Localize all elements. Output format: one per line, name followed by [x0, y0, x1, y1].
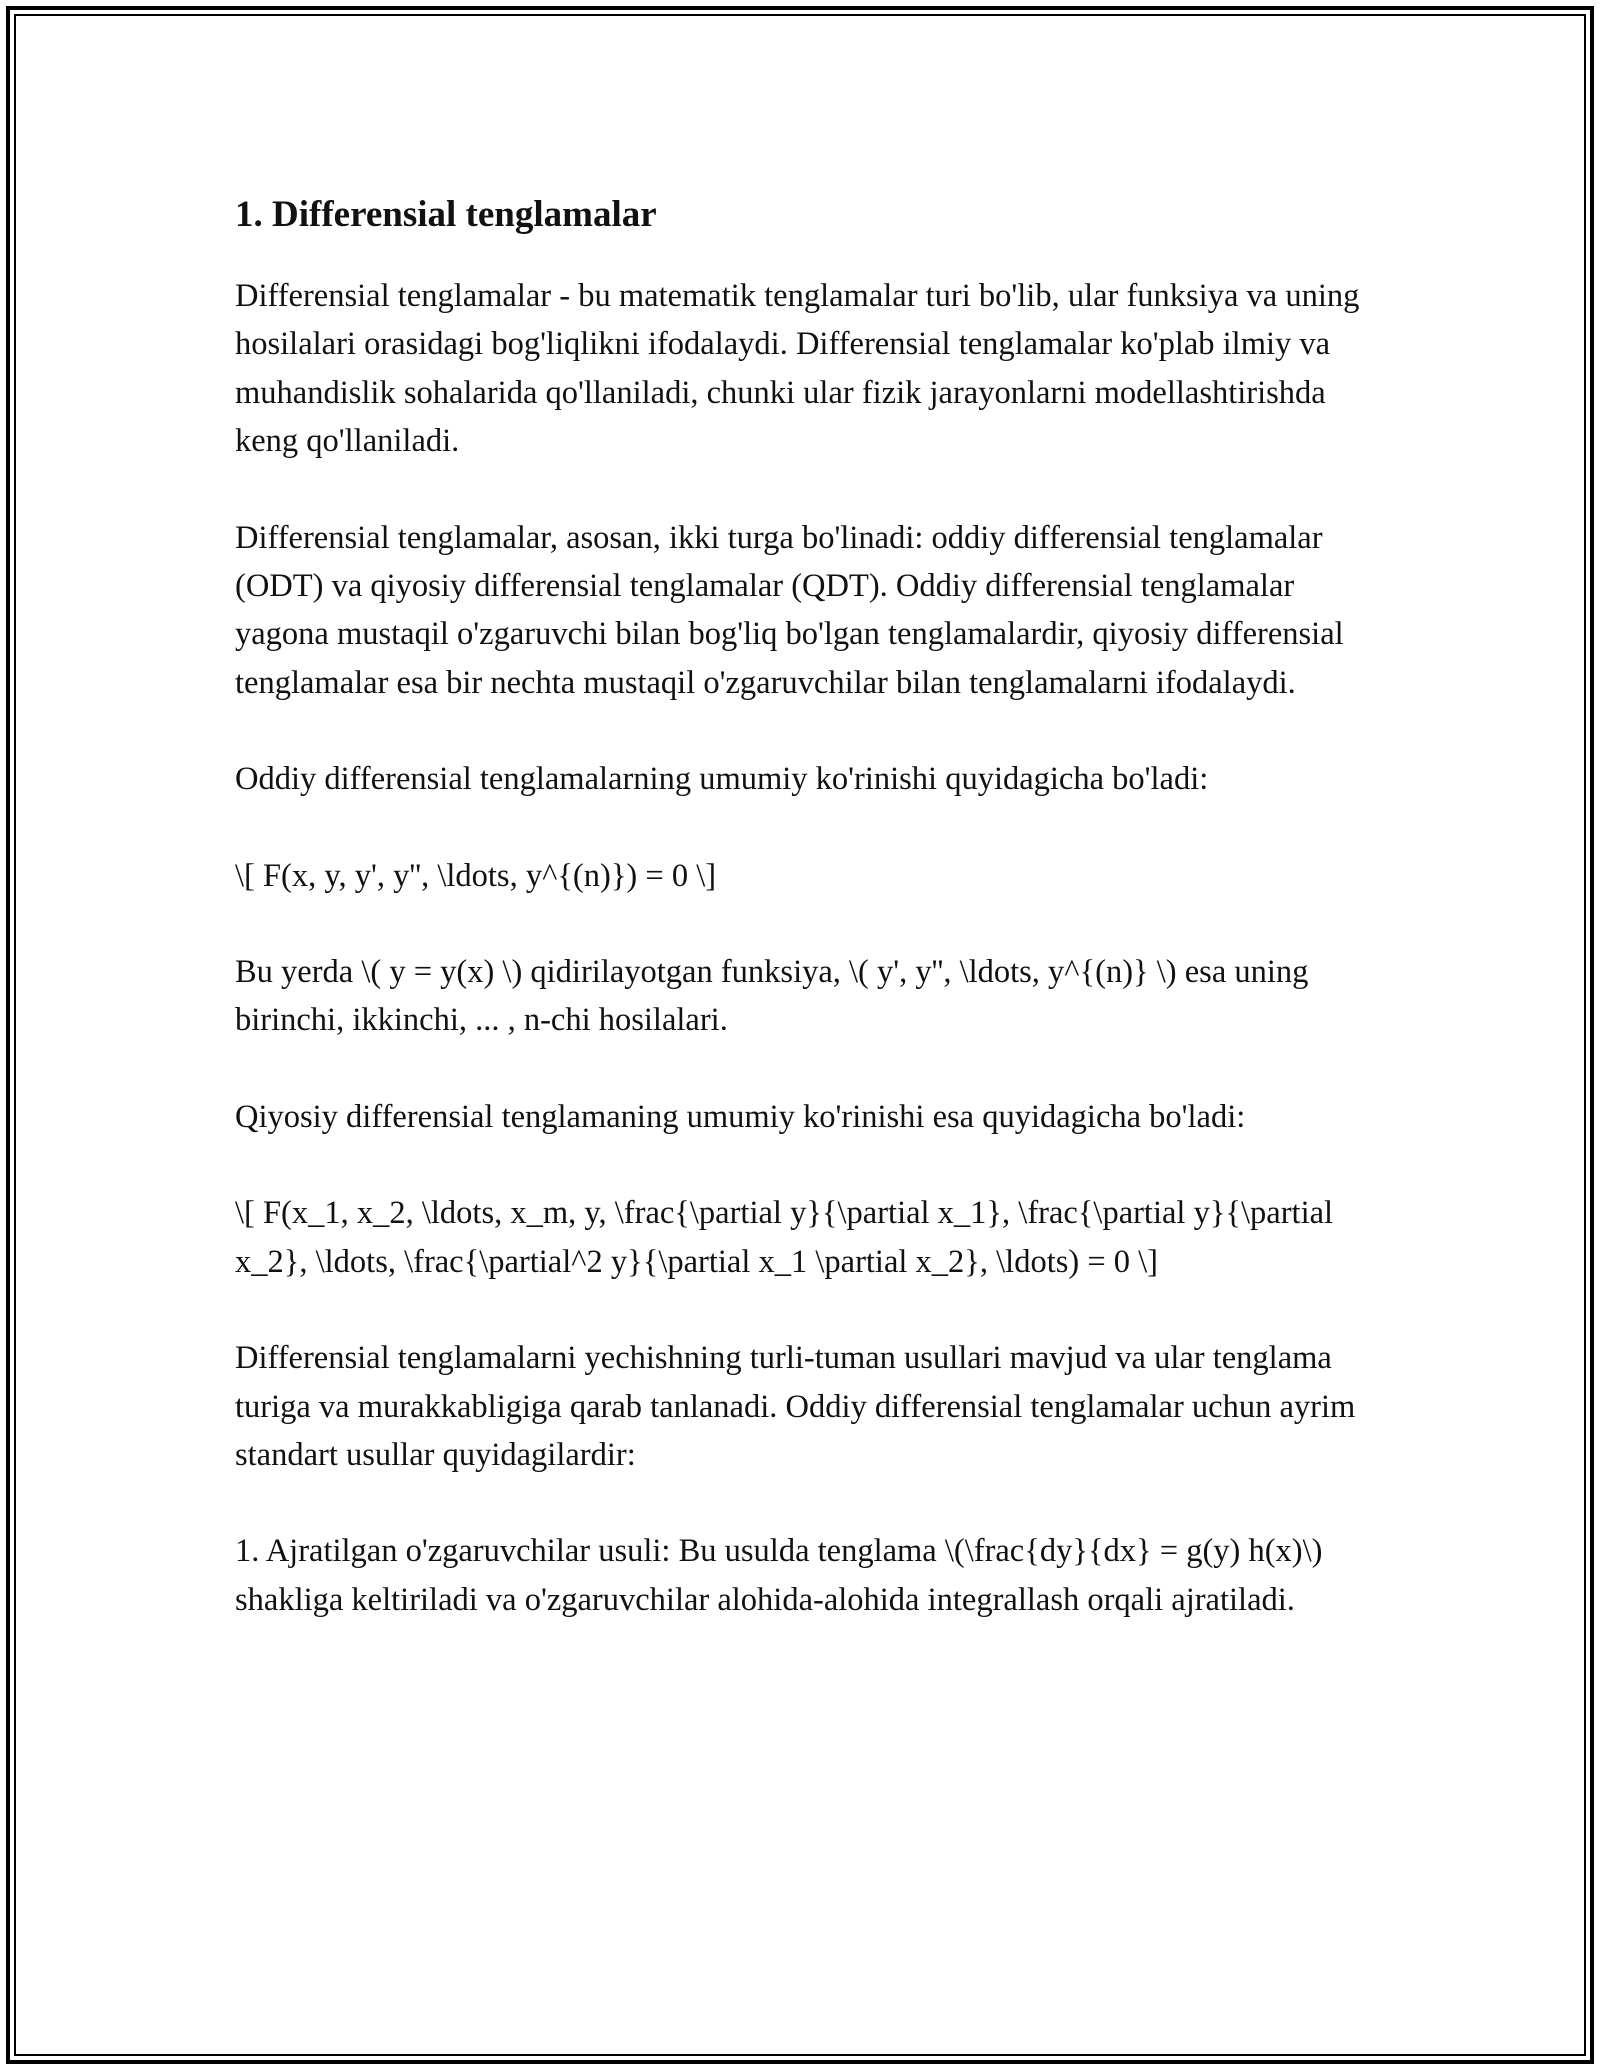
document-body	[235, 186, 1365, 1624]
section-heading: 1. Differensial tenglamalar	[235, 194, 657, 235]
list-item-separation-of-variables: 1. Ajratilgan o'zgaruvchilar usuli: Bu usulda tenglama \(\frac{dy}{dx} = g(y) h(x)\) shakliga keltiriladi va o'zgaruvchilar alohida-alohida integrallash orqali ajratiladi.	[235, 1533, 1323, 1618]
equation-ode-general: \[ F(x, y, y', y'', \ldots, y^{(n)}) = 0 \]	[235, 857, 717, 894]
paragraph-types: Differensial tenglamalar, asosan, ikki turga bo'linadi: oddiy differensial tenglamalar (ODT) va qiyosiy differensial tenglamalar (QDT). Oddiy differensial tenglamalar yagona mustaqil o'zgaruvchi bilan bog'liq bo'lgan tenglamalardir, qiyosiy differensial tenglamalar esa bir nechta mustaqil o'zgaruvchilar bilan tenglamalarni ifodalaydi.	[235, 519, 1344, 701]
paragraph-ode-explanation: Bu yerda \( y = y(x) \) qidirilayotgan funksiya, \( y', y'', \ldots, y^{(n)} \) esa uning birinchi, ikkinchi, ... , n-chi hosilalari.	[235, 954, 1309, 1039]
paragraph-solution-methods: Differensial tenglamalarni yechishning turli-tuman usullari mavjud va ular tenglama turiga va murakkabligiga qarab tanlanadi. Oddiy differensial tenglamalar uchun ayrim standart usullar quyidagilardir:	[235, 1340, 1356, 1473]
equation-pde-general: \[ F(x_1, x_2, \ldots, x_m, y, \frac{\partial y}{\partial x_1}, \frac{\partial y}{\partial x_2}, \ldots, \frac{\partial^2 y}{\partial x_1 \partial x_2}, \ldots) = 0 \]	[235, 1195, 1334, 1280]
paragraph-definition: Differensial tenglamalar - bu matematik tenglamalar turi bo'lib, ular funksiya va uning hosilalari orasidagi bog'liqlikni ifodalaydi. Differensial tenglamalar ko'plab ilmiy va muhandislik sohalarida qo'llaniladi, chunki ular fizik jarayonlarni modellashtirishda keng qo'llaniladi.	[235, 278, 1360, 460]
paragraph-ode-intro: Oddiy differensial tenglamalarning umumiy ko'rinishi quyidagicha bo'ladi:	[235, 761, 1209, 798]
paragraph-pde-intro: Qiyosiy differensial tenglamaning umumiy ko'rinishi esa quyidagicha bo'ladi:	[235, 1098, 1246, 1135]
